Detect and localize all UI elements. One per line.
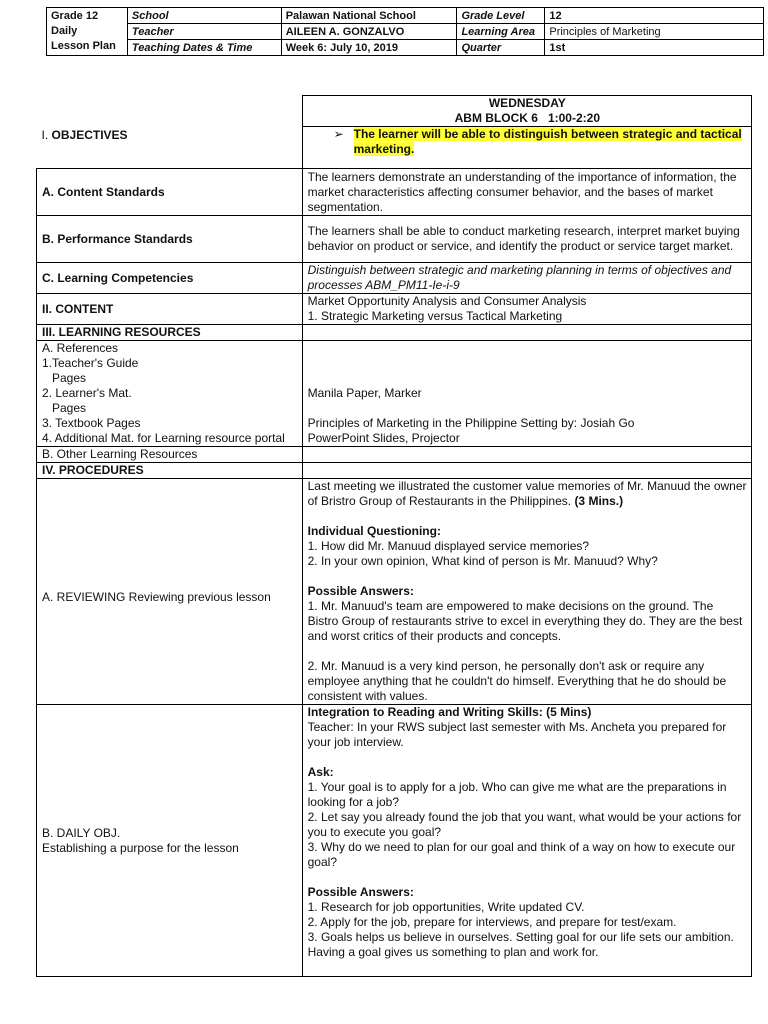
learning-area-label: Learning Area [457,24,545,40]
materials-text: Manila Paper, Marker [307,386,422,400]
reviewing-intro: Last meeting we illustrated the customer value memories of Mr. Manuud the owner of Bristro Group of Restaurants in the Philippines. [307,479,747,508]
teaching-dates-label: Teaching Dates & Time [127,40,281,56]
ask-3: 3. Why do we need to plan for our goal and think of a way on how to execute our goal? [307,840,736,869]
learning-area-value: Principles of Marketing [545,24,764,40]
ask-2: 2. Let say you already found the job that you want, what would be your actions for you to execute you goal? [307,810,742,839]
questioning-heading: Individual Questioning: [307,524,441,538]
objectives-label: OBJECTIVES [51,127,128,142]
daily-obj-label: B. DAILY OBJ. [42,825,121,840]
daily-obj-content [302,705,751,977]
integration-heading: Integration to Reading and Writing Skills: (5 Mins) [307,705,592,719]
content-line-1: Market Opportunity Analysis and Consumer Analysis [307,294,587,308]
question-1: 1. How did Mr. Manuud displayed service memories? [307,539,590,553]
grade-label: Grade 12 Daily Lesson Plan [47,8,128,56]
school-value: Palawan National School [281,8,457,24]
teacher-value: AILEEN A. GONZALVO [281,24,457,40]
ask-heading: Ask: [307,765,334,779]
question-2: 2. In your own opinion, What kind of person is Mr. Manuud? Why? [307,554,658,568]
content-label: II. CONTENT [37,294,303,325]
answers-heading: Possible Answers: [307,584,414,598]
daily-obj-purpose: Establishing a purpose for the lesson [42,840,239,855]
objective-statement-cell [302,127,751,169]
performance-standards-label: B. Performance Standards [37,216,303,263]
session-block: ABM BLOCK 6 1:00-2:20 [454,111,600,125]
content-standards-text: The learners demonstrate an understanding of the importance of information, the market characteristics affecting consumer behavior, and the bases of market segmentation. [302,169,751,216]
textbook-text: Principles of Marketing in the Philippine Setting by: Josiah Go [307,416,635,430]
daily-obj-label-cell [37,705,303,977]
reviewing-label: A. REVIEWING Reviewing previous lesson [37,479,303,705]
daily-answers-heading: Possible Answers: [307,885,414,899]
other-resources-empty [302,447,751,463]
daily-answer-1: 1. Research for job opportunities, Write updated CV. [307,900,585,914]
reviewing-content [302,479,751,705]
arrow-bullet-icon: ➢ [333,127,344,141]
content-cell [302,294,751,325]
additional-materials-text: PowerPoint Slides, Projector [307,431,460,445]
objective-statement: The learner will be able to distinguish between strategic and tactical marketing. [353,127,742,156]
objectives-row [37,96,752,127]
content-standards-label: A. Content Standards [37,169,303,216]
quarter-value: 1st [545,40,764,56]
reviewing-time: (3 Mins.) [574,494,624,508]
teaching-dates-value: Week 6: July 10, 2019 [281,40,457,56]
learning-competencies-text: Distinguish between strategic and marketing planning in terms of objectives and processes ABM_PM11-Ie-i-9 [302,263,751,294]
daily-answer-2: 2. Apply for the job, prepare for interviews, and prepare for test/exam. [307,915,677,929]
header-table [46,7,764,56]
lesson-plan-table [36,95,752,977]
ask-1: 1. Your goal is to apply for a job. Who can give me what are the preparations in looking for a job? [307,780,727,809]
quarter-label: Quarter [457,40,545,56]
grade-level-value: 12 [545,8,764,24]
other-resources-label: B. Other Learning Resources [37,447,303,463]
school-label: School [127,8,281,24]
content-line-2: 1. Strategic Marketing versus Tactical Marketing [307,309,563,323]
learning-competencies-label: C. Learning Competencies [37,263,303,294]
teacher-statement: Teacher: In your RWS subject last semester with Ms. Ancheta you prepared for your job interview. [307,720,727,749]
answer-2: 2. Mr. Manuud is a very kind person, he personally don't ask or require any employee anything that he couldn't do himself. Everything that he do should be consistent with values. [307,659,727,703]
session-cell [302,96,751,127]
procedures-empty [302,463,751,479]
answer-1: 1. Mr. Manuud's team are empowered to make decisions on the ground. The Bistro Group of restaurants strive to excel in everything they do. They are the best and worst critics of their products and concepts. [307,599,743,643]
objectives-cell: I. OBJECTIVES [37,96,303,169]
learning-resources-label: III. LEARNING RESOURCES [37,325,303,341]
performance-standards-text: The learners shall be able to conduct marketing research, interpret market buying behavior on product or service, and identify the product or service target market. [302,216,751,263]
learning-resources-empty [302,325,751,341]
grade-level-label: Grade Level [457,8,545,24]
procedures-label: IV. PROCEDURES [37,463,303,479]
session-day: WEDNESDAY [488,96,566,110]
teacher-label: Teacher [127,24,281,40]
daily-answer-3: 3. Goals helps us believe in ourselves. Setting goal for our life sets our ambition. Having a goal gives us something to plan and work for. [307,930,734,959]
references-cell: A. References 1.Teacher's Guide Pages 2. Learner's Mat. Pages 3. Textbook Pages 4. Additional Mat. for Learning resource portal [37,341,303,447]
references-values-cell [302,341,751,447]
